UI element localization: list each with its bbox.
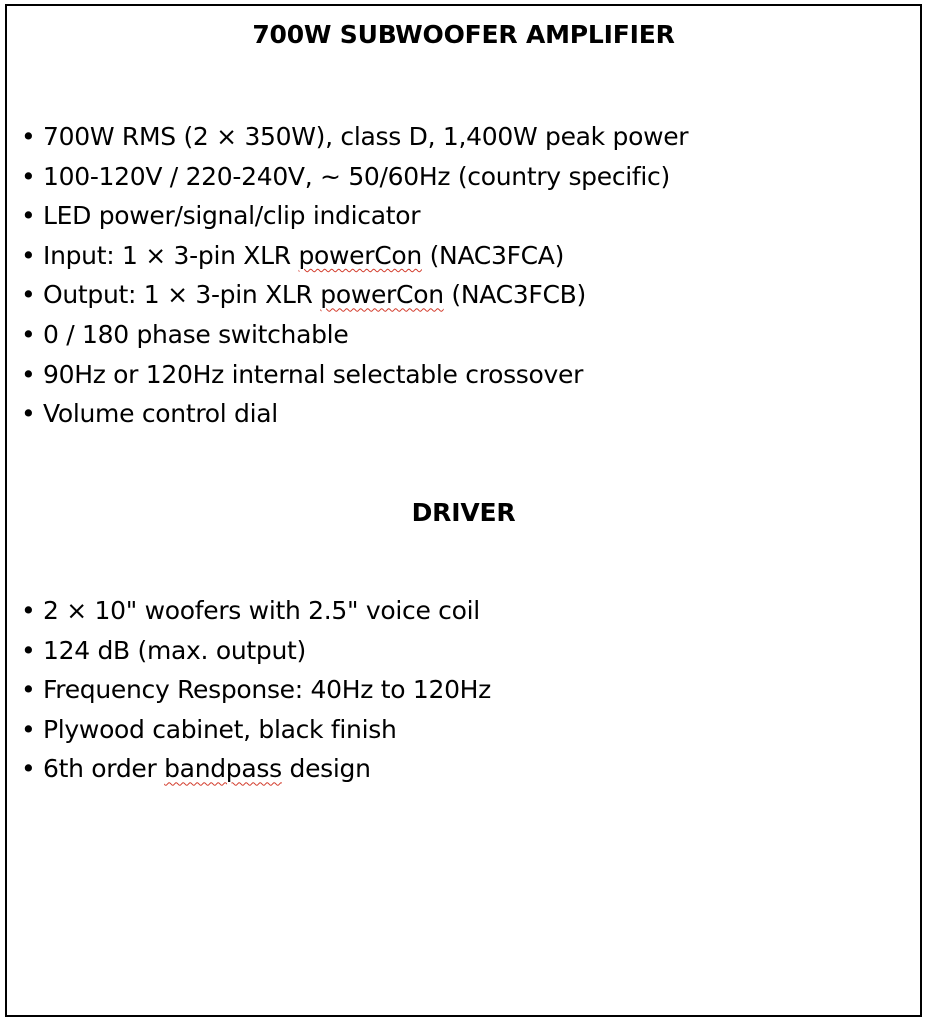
- driver-spec-item: [21, 631, 491, 671]
- item-text: 0 / 180 phase switchable: [43, 319, 349, 349]
- item-text: (NAC3FCB): [443, 280, 586, 310]
- driver-heading: DRIVER: [411, 498, 516, 527]
- spellcheck-flagged-word: powerCon: [320, 280, 444, 310]
- bullet-icon: •: [21, 754, 36, 784]
- item-text: 124 dB (max. output): [43, 635, 306, 665]
- amplifier-heading: 700W SUBWOOFER AMPLIFIER: [252, 20, 675, 49]
- item-text: 100-120V / 220-240V, ~ 50/60Hz (country specific): [43, 161, 670, 191]
- amplifier-spec-item: [21, 315, 688, 355]
- driver-spec-item: [21, 670, 491, 710]
- spec-sheet-frame: [5, 4, 922, 1017]
- amplifier-spec-item: [21, 157, 688, 197]
- amplifier-spec-item: [21, 394, 688, 434]
- item-text: Output: 1 × 3-pin XLR: [43, 280, 321, 310]
- item-text: 90Hz or 120Hz internal selectable crossover: [43, 359, 584, 389]
- item-text: Frequency Response: 40Hz to 120Hz: [43, 675, 491, 705]
- spellcheck-flagged-word: powerCon: [298, 240, 422, 270]
- item-text: 2 × 10" woofers with 2.5" voice coil: [43, 596, 480, 625]
- item-text: 6th order: [43, 754, 165, 784]
- amplifier-spec-item: [21, 196, 688, 236]
- driver-spec-list: [21, 591, 491, 789]
- item-text: design: [281, 754, 371, 784]
- spellcheck-flagged-word: bandpass: [164, 754, 282, 784]
- amplifier-spec-list: [21, 117, 688, 434]
- amplifier-spec-item: [21, 117, 688, 157]
- driver-spec-item: [21, 749, 491, 789]
- item-text: Volume control dial: [43, 399, 278, 429]
- bullet-icon: •: [21, 161, 36, 191]
- item-text: 700W RMS (2 × 350W), class D, 1,400W peak power: [43, 122, 689, 151]
- item-text: LED power/signal/clip indicator: [43, 201, 421, 231]
- item-text: Plywood cabinet, black finish: [43, 714, 397, 744]
- bullet-icon: •: [21, 319, 36, 349]
- bullet-icon: •: [21, 596, 36, 625]
- bullet-icon: •: [21, 399, 36, 429]
- driver-spec-item: [21, 591, 491, 631]
- driver-spec-item: [21, 710, 491, 750]
- item-text: (NAC3FCA): [421, 240, 565, 270]
- bullet-icon: •: [21, 240, 36, 270]
- amplifier-spec-item: [21, 275, 688, 315]
- item-text: Input: 1 × 3-pin XLR: [43, 240, 299, 270]
- bullet-icon: •: [21, 201, 36, 231]
- bullet-icon: •: [21, 635, 36, 665]
- bullet-icon: •: [21, 675, 36, 705]
- bullet-icon: •: [21, 122, 36, 151]
- amplifier-spec-item: [21, 236, 688, 276]
- amplifier-spec-item: [21, 355, 688, 395]
- bullet-icon: •: [21, 280, 36, 310]
- bullet-icon: •: [21, 359, 36, 389]
- bullet-icon: •: [21, 714, 36, 744]
